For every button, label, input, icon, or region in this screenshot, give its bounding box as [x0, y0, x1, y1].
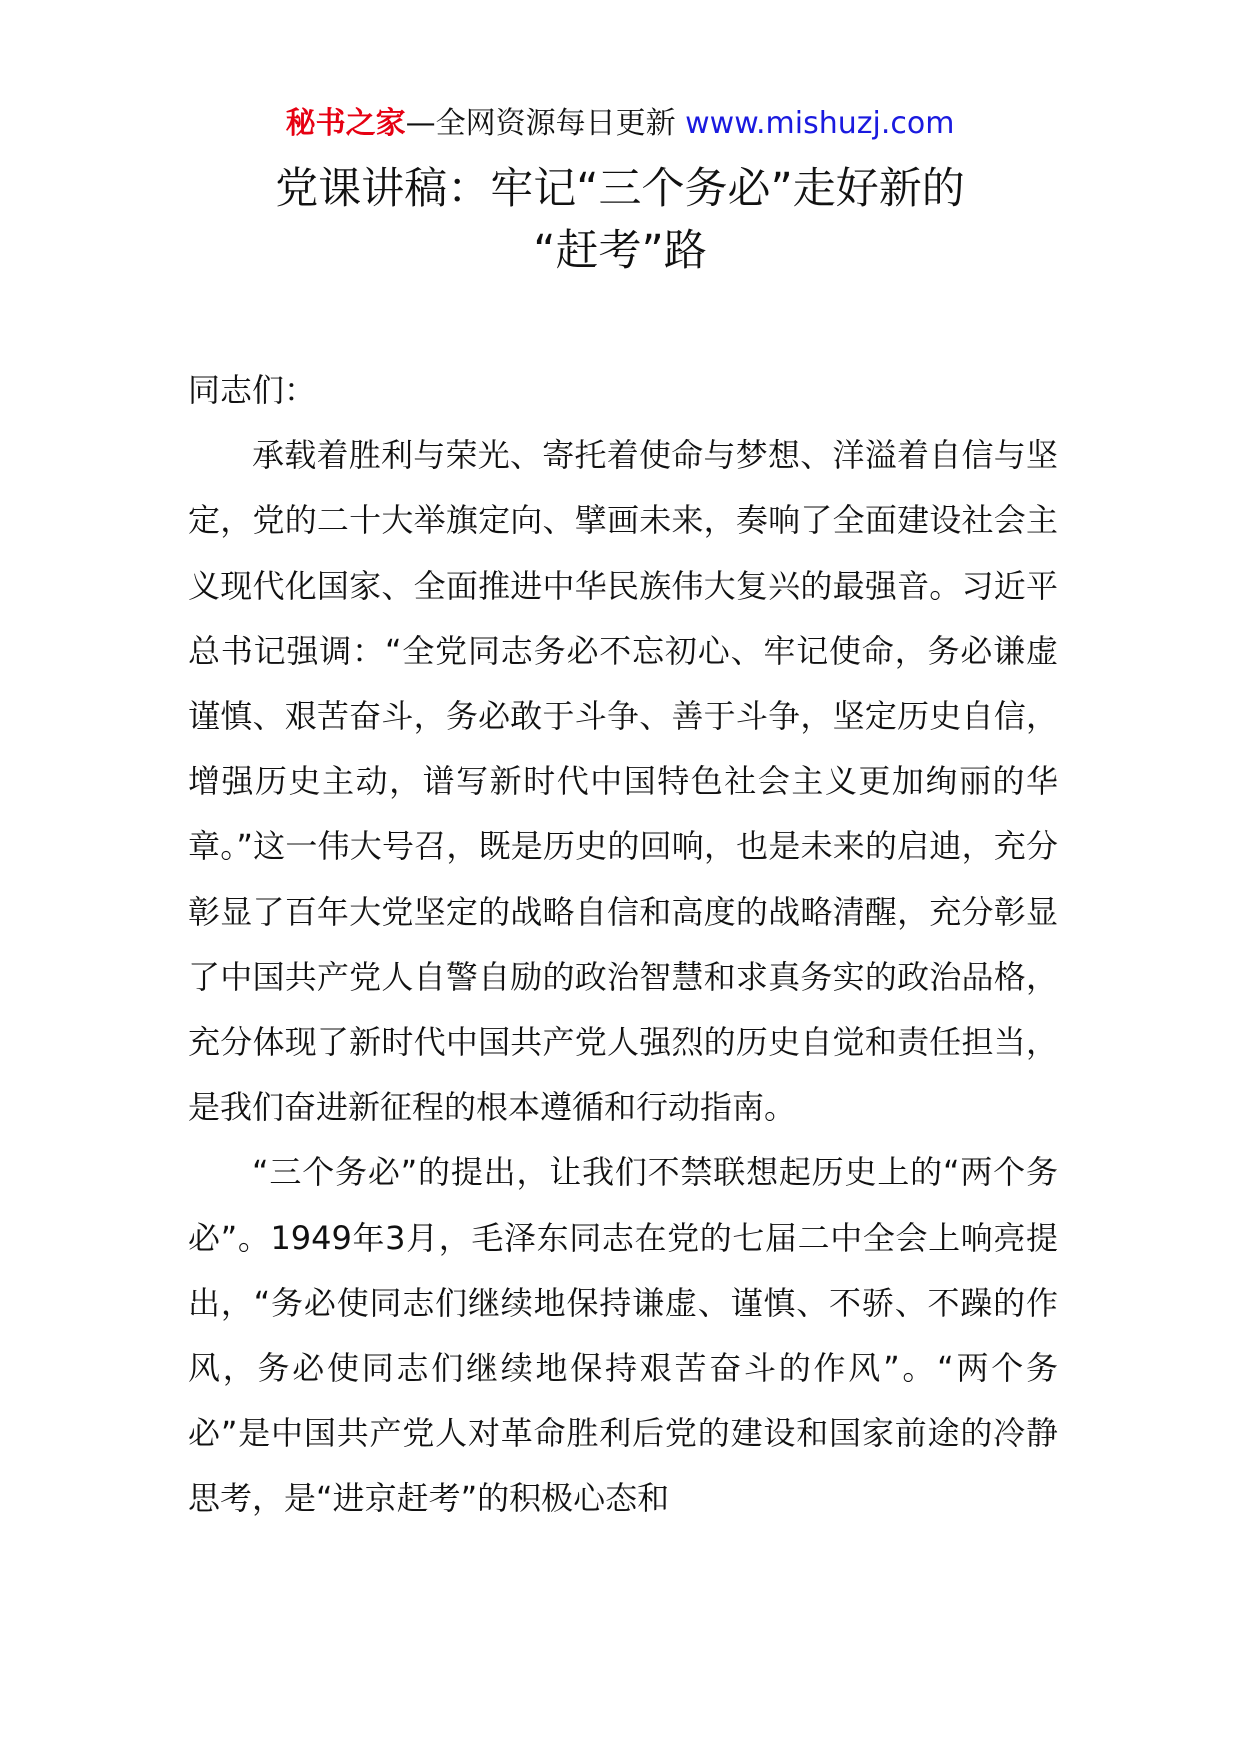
site-header [0, 100, 1240, 148]
salutation: 同志们： [188, 371, 317, 409]
site-slogan: —全网资源每日更新 [405, 106, 686, 141]
body-paragraph-2: “三个务必”的提出，让我们不禁联想起历史上的“两个务必”。1949年3月，毛泽东同志在党的七届二中全会上响亮提出，“务必使同志们继续地保持谦虚、谨慎、不骄、不躁的作风，务必使同志们继续地保持艰苦奋斗的作风”。“两个务必”是中国共产党人对革命胜利后党的建设和国家前途的冷静思考，是“进京赶考”的积极心态和 [188, 1153, 1058, 1518]
body-paragraph-1: 承载着胜利与荣光、寄托着使命与梦想、洋溢着自信与坚定，党的二十大举旗定向、擘画未来，奏响了全面建设社会主义现代化国家、全面推进中华民族伟大复兴的最强音。习近平总书记强调：“全党同志务必不忘初心、牢记使命，务必谦虚谨慎、艰苦奋斗，务必敢于斗争、善于斗争，坚定历史自信，增强历史主动，谱写新时代中国特色社会主义更加绚丽的华章。”这一伟大号召，既是历史的回响，也是未来的启迪，充分彰显了百年大党坚定的战略自信和高度的战略清醒，充分彰显了中国共产党人自警自励的政治智慧和求真务实的政治品格，充分体现了新时代中国共产党人强烈的历史自觉和责任担当，是我们奋进新征程的根本遵循和行动指南。 [188, 436, 1058, 1127]
document-title-line-2: “赶考”路 [533, 226, 707, 276]
site-brand: 秘书之家 [285, 106, 406, 141]
site-url-link[interactable]: www.mishuzj.com [685, 106, 955, 141]
document-title [150, 158, 1090, 282]
document-body [188, 358, 1058, 1532]
document-title-line-1: 党课讲稿：牢记“三个务必”走好新的 [275, 164, 965, 214]
